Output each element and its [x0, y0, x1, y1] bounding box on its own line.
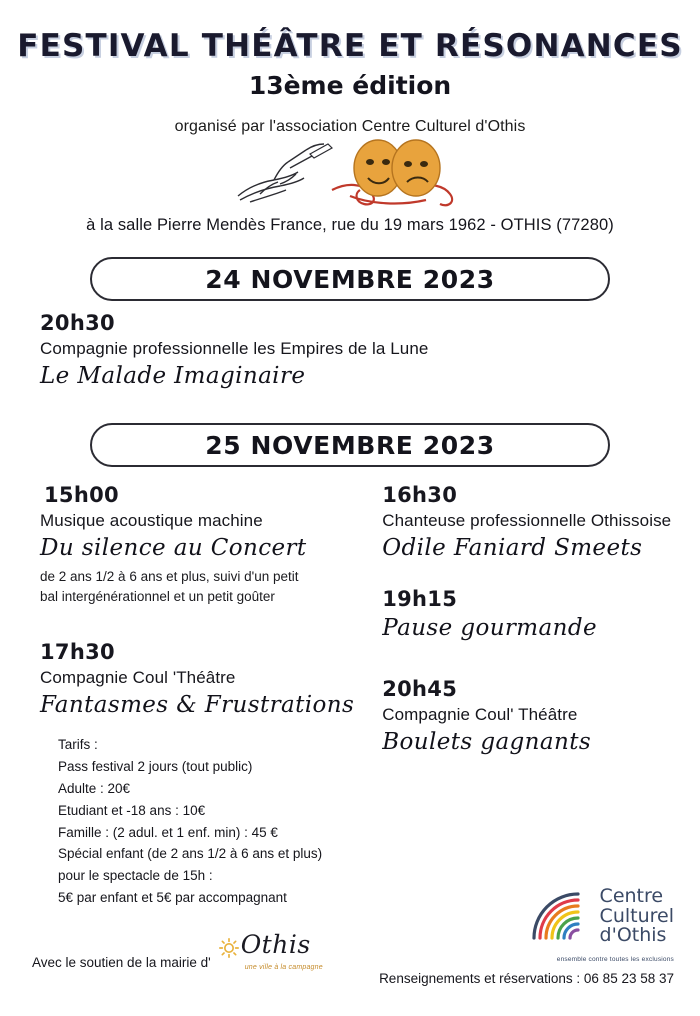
show-entry: [382, 587, 678, 641]
othis-city-logo: [219, 924, 344, 982]
support-text: Avec le soutien de la mairie d': [32, 955, 211, 970]
day2-column-left: [22, 473, 376, 909]
date-badge-day2: 25 NOVEMBRE 2023: [90, 423, 610, 467]
show-company: Compagnie professionnelle les Empires de la Lune: [40, 339, 429, 358]
show-entry: [40, 640, 376, 718]
show-note-line2: bal intergénérationnel et un petit goûter: [40, 588, 275, 604]
show-company: Compagnie Coul 'Théâtre: [40, 668, 236, 688]
contact-info: Renseignements et réservations : 06 85 23 58 37: [379, 971, 674, 986]
cc-line1: Centre: [599, 884, 664, 907]
day2-shows: [0, 467, 700, 909]
show-entry: [382, 677, 678, 755]
day2-column-right: [376, 473, 678, 909]
venue-line: à la salle Pierre Mendès France, rue du 19 mars 1962 - OTHIS (77280): [86, 216, 614, 234]
tarifs-line: Adulte : 20€: [58, 780, 131, 796]
rainbow-arc-icon: [530, 890, 592, 942]
show-piece: Le Malade Imaginaire: [40, 363, 306, 389]
show-entry: [40, 483, 376, 606]
show-entry: [382, 483, 678, 561]
masks-illustration: [0, 138, 700, 210]
show-time: 17h30: [40, 640, 115, 665]
show-time: 16h30: [382, 483, 458, 507]
page-title: FESTIVAL THÉÂTRE ET RÉSONANCES: [17, 28, 683, 64]
show-time: 20h45: [382, 677, 458, 701]
date-badge-day1: 24 NOVEMBRE 2023: [90, 257, 610, 301]
show-piece: Boulets gagnants: [382, 729, 592, 755]
show-company: Chanteuse professionnelle Othissoise: [382, 511, 672, 530]
show-piece: Du silence au Concert: [40, 535, 307, 561]
show-note-line1: de 2 ans 1/2 à 6 ans et plus, suivi d'un petit: [40, 569, 299, 584]
show-entry: [40, 311, 660, 389]
show-piece: Odile Faniard Smeets: [382, 535, 643, 561]
centre-culturel-tagline: ensemble contre toutes les exclusions: [556, 956, 674, 963]
tarifs-line: Famille : (2 adul. et 1 enf. min) : 45 €: [58, 824, 278, 840]
show-company: Compagnie Coul' Théâtre: [382, 705, 578, 724]
tarifs-heading: Tarifs :: [58, 737, 98, 753]
show-piece: Pause gourmande: [382, 615, 597, 641]
show-time: 15h00: [44, 483, 119, 507]
sun-icon: [219, 938, 239, 958]
tarifs-line: Pass festival 2 jours (tout public): [58, 758, 253, 774]
organiser-line: organisé par l'association Centre Culturel d'Othis: [174, 118, 526, 135]
day1-shows: [0, 311, 700, 389]
othis-wordmark: Othis: [240, 930, 311, 959]
cc-line3: d'Othis: [599, 924, 667, 947]
tarifs-line: Spécial enfant (de 2 ans 1/2 à 6 ans et plus): [58, 846, 323, 862]
cc-line2: Culturel: [599, 904, 674, 927]
centre-culturel-logo: [379, 884, 674, 947]
tarifs-line: Etudiant et -18 ans : 10€: [58, 802, 206, 818]
tarifs-line: pour le spectacle de 15h :: [58, 868, 213, 884]
support-block: [32, 924, 344, 982]
show-piece: Fantasmes & Frustrations: [40, 692, 355, 719]
edition-subtitle: 13ème édition: [248, 71, 452, 100]
show-time: 19h15: [382, 587, 458, 611]
poster-footer: [0, 886, 700, 1006]
show-time: 20h30: [40, 311, 115, 335]
centre-culturel-name: [599, 884, 674, 947]
show-note: [40, 567, 376, 606]
poster: [0, 28, 700, 1016]
contact-block: [379, 884, 674, 986]
show-company: Musique acoustique machine: [40, 511, 263, 530]
tarifs-block: [40, 734, 376, 909]
othis-tagline: une ville à la campagne: [244, 964, 323, 971]
tarifs-line: 5€ par enfant et 5€ par accompagnant: [58, 890, 287, 906]
